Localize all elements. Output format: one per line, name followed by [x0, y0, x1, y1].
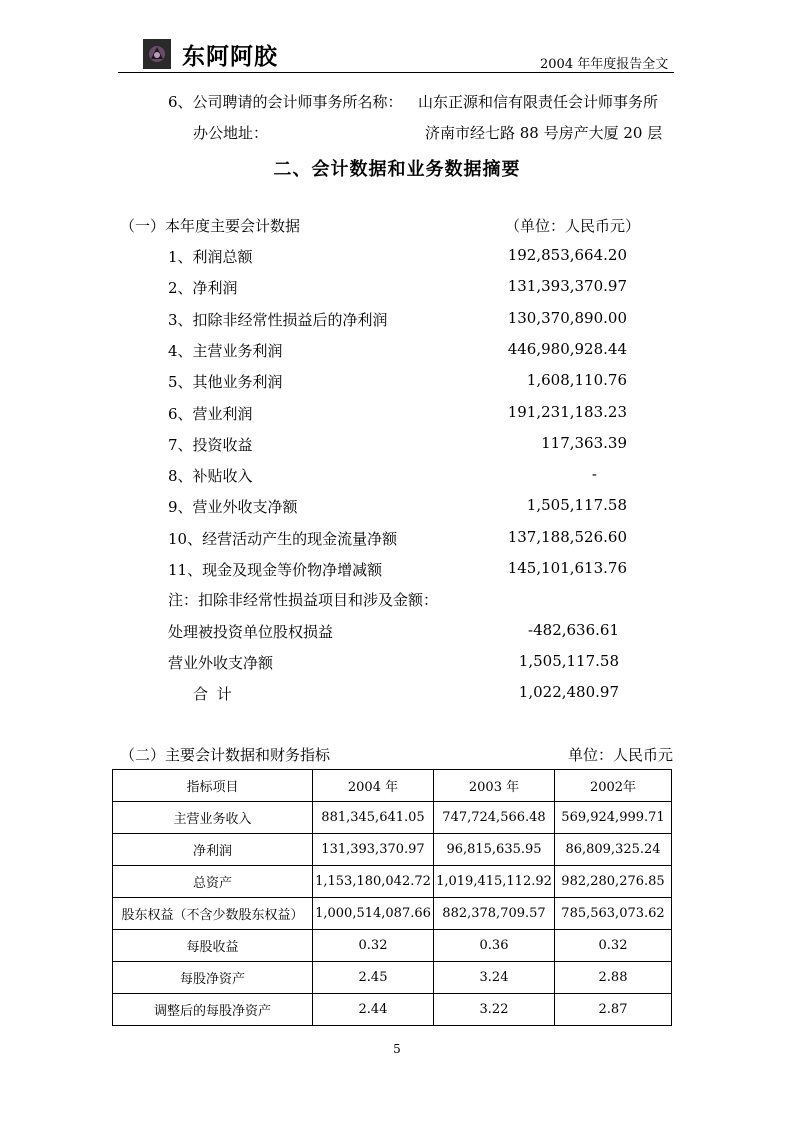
table-row — [113, 930, 672, 962]
company-name: 东阿阿胶 — [182, 44, 278, 70]
data-row-value: 145,101,613.76 — [507, 559, 627, 577]
table-cell: 每股净资产 — [113, 962, 313, 994]
table-cell: 2.44 — [313, 994, 434, 1026]
table-cell: 净利润 — [113, 834, 313, 866]
table-cell: 131,393,370.97 — [313, 834, 434, 866]
table-cell: 747,724,566.48 — [434, 802, 555, 834]
page-number: 5 — [393, 1042, 401, 1056]
column-header: 2004 年 — [313, 770, 434, 802]
total-label: 合 计 — [193, 685, 234, 703]
data-row-label: 3、扣除非经常性损益后的净利润 — [168, 311, 388, 329]
table-cell: 96,815,635.95 — [434, 834, 555, 866]
total-value: 1,022,480.97 — [518, 683, 619, 701]
auditor-address-label: 办公地址： — [193, 124, 269, 142]
column-header: 2003 年 — [434, 770, 555, 802]
data-row-value: 137,188,526.60 — [507, 528, 627, 546]
table-cell: 股东权益（不含少数股东权益） — [113, 898, 313, 930]
note-heading: 注：扣除非经常性损益项目和涉及金额： — [168, 591, 439, 609]
data-row-label: 6、营业利润 — [168, 405, 253, 423]
table-cell: 569,924,999.71 — [555, 802, 672, 834]
data-row-label: 2、净利润 — [168, 279, 238, 297]
part1-heading: （一）本年度主要会计数据 — [120, 217, 301, 235]
data-row-label: 1、利润总额 — [168, 248, 253, 266]
data-row-label: 9、营业外收支净额 — [168, 498, 298, 516]
data-row-value: 192,853,664.20 — [507, 246, 627, 264]
auditor-label: 6、公司聘请的会计师事务所名称： — [168, 93, 403, 111]
auditor-name: 山东正源和信有限责任会计师事务所 — [418, 93, 659, 111]
table-row — [113, 898, 672, 930]
note-row-value: 1,505,117.58 — [518, 652, 619, 670]
table-cell: 86,809,325.24 — [555, 834, 672, 866]
table-cell: 1,153,180,042.72 — [313, 866, 434, 898]
report-title: 2004 年年度报告全文 — [540, 57, 669, 72]
data-row-value: 1,505,117.58 — [526, 496, 627, 514]
data-row-label: 10、经营活动产生的现金流量净额 — [168, 530, 398, 548]
table-row — [113, 866, 672, 898]
table-cell: 2.87 — [555, 994, 672, 1026]
part1-unit: （单位：人民币元） — [505, 217, 641, 235]
data-row-label: 8、补贴收入 — [168, 467, 253, 485]
table-cell: 总资产 — [113, 866, 313, 898]
data-row-label: 11、现金及现金等价物净增减额 — [168, 561, 383, 579]
table-cell: 785,563,073.62 — [555, 898, 672, 930]
table-cell: 982,280,276.85 — [555, 866, 672, 898]
table-cell: 0.32 — [313, 930, 434, 962]
note-row-label: 营业外收支净额 — [168, 654, 274, 672]
table-cell: 0.36 — [434, 930, 555, 962]
table-cell: 3.22 — [434, 994, 555, 1026]
table-header-row — [113, 770, 672, 802]
data-row-label: 4、主营业务利润 — [168, 342, 283, 360]
data-row-value: - — [591, 465, 597, 483]
table-cell: 主营业务收入 — [113, 802, 313, 834]
table-cell: 882,378,709.57 — [434, 898, 555, 930]
section-title: 二、会计数据和业务数据摘要 — [273, 159, 521, 180]
financial-indicators-table — [112, 769, 672, 1026]
table-cell: 3.24 — [434, 962, 555, 994]
company-logo-icon — [143, 39, 171, 69]
table-cell: 881,345,641.05 — [313, 802, 434, 834]
table-cell: 调整后的每股净资产 — [113, 994, 313, 1026]
data-row-value: 117,363.39 — [541, 434, 627, 452]
part2-unit: 单位：人民币元 — [567, 746, 673, 764]
table-row — [113, 994, 672, 1026]
table-row — [113, 962, 672, 994]
header-divider — [118, 72, 674, 73]
column-header: 2002年 — [555, 770, 672, 802]
data-row-value: 130,370,890.00 — [507, 309, 627, 327]
data-row-label: 5、其他业务利润 — [168, 373, 283, 391]
table-row — [113, 802, 672, 834]
data-row-label: 7、投资收益 — [168, 436, 253, 454]
column-header: 指标项目 — [113, 770, 313, 802]
part2-heading: （二）主要会计数据和财务指标 — [120, 746, 331, 764]
note-row-value: -482,636.61 — [528, 621, 619, 639]
table-cell: 1,019,415,112.92 — [434, 866, 555, 898]
data-row-value: 446,980,928.44 — [507, 340, 627, 358]
data-row-value: 131,393,370.97 — [507, 277, 627, 295]
table-cell: 1,000,514,087.66 — [313, 898, 434, 930]
auditor-address: 济南市经七路 88 号房产大厦 20 层 — [425, 124, 663, 142]
table-cell: 每股收益 — [113, 930, 313, 962]
note-row-label: 处理被投资单位股权损益 — [168, 623, 334, 641]
data-row-value: 191,231,183.23 — [507, 403, 627, 421]
table-row — [113, 834, 672, 866]
data-row-value: 1,608,110.76 — [526, 371, 627, 389]
table-cell: 2.88 — [555, 962, 672, 994]
table-cell: 2.45 — [313, 962, 434, 994]
table-cell: 0.32 — [555, 930, 672, 962]
